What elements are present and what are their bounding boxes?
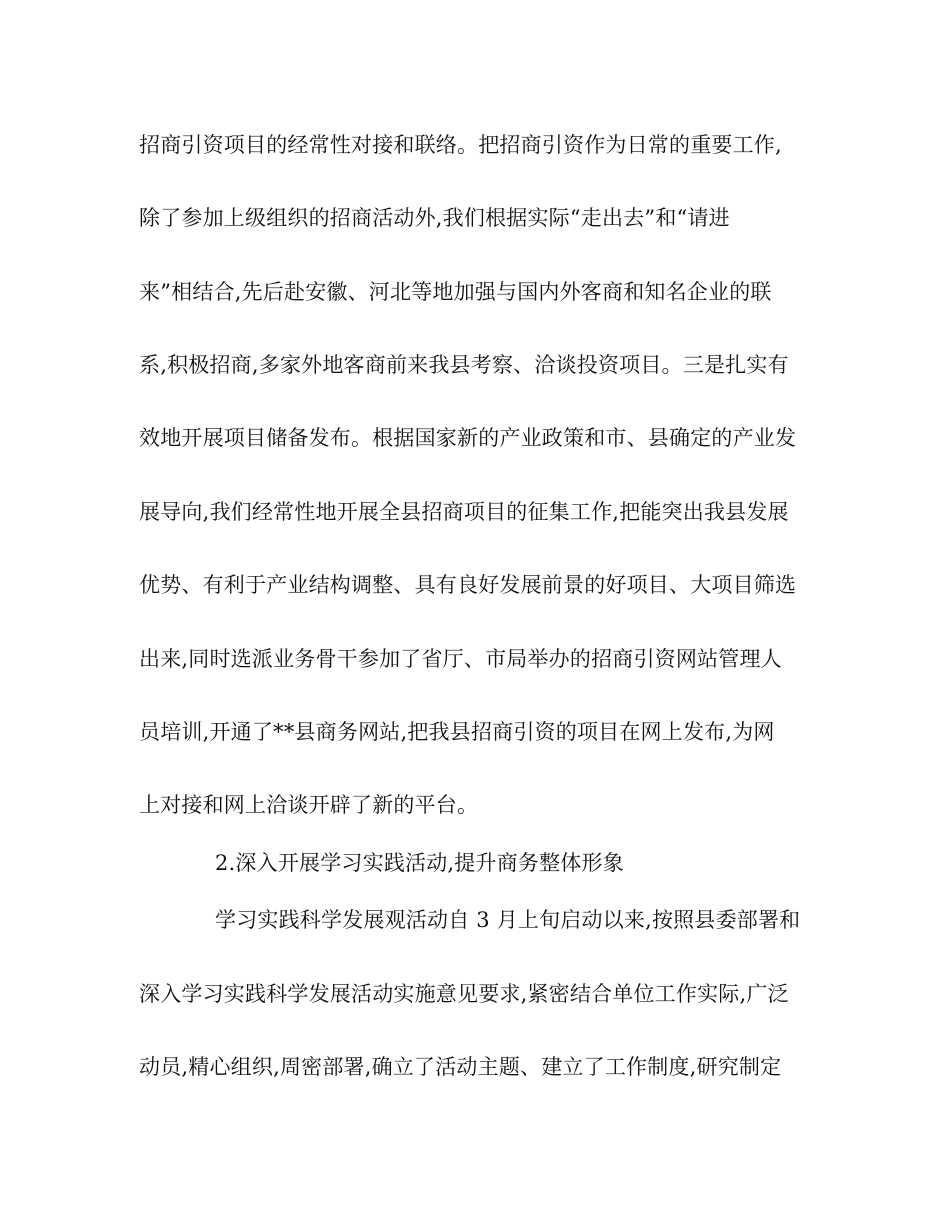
section-heading: 2.深入开展学习实践活动,提升商务整体形象: [215, 851, 624, 875]
paragraph-line: 上对接和网上洽谈开辟了新的平台。: [139, 793, 479, 817]
paragraph-line: 员培训,开通了**县商务网站,把我县招商引资的项目在网上发布,为网: [139, 720, 775, 744]
paragraph-line: 来”相结合,先后赴安徽、河北等地加强与国内外客商和知名企业的联: [139, 280, 772, 304]
paragraph-line: 优势、有利于产业结构调整、具有良好发展前景的好项目、大项目筛选: [139, 573, 797, 597]
paragraph-line: 招商引资项目的经常性对接和联络。把招商引资作为日常的重要工作,: [139, 133, 782, 157]
paragraph-line: 学习实践科学发展观活动自 3 月上旬启动以来,按照县委部署和: [215, 908, 801, 932]
paragraph-line: 展导向,我们经常性地开展全县招商项目的征集工作,把能突出我县发展: [139, 500, 789, 524]
paragraph-line: 效地开展项目储备发布。根据国家新的产业政策和市、县确定的产业发: [139, 426, 797, 450]
paragraph-line: 除了参加上级组织的招商活动外,我们根据实际“走出去”和“请进: [139, 206, 730, 230]
paragraph-line: 深入学习实践科学发展活动实施意见要求,紧密结合单位工作实际,广泛: [139, 982, 789, 1006]
paragraph-line: 系,积极招商,多家外地客商前来我县考察、洽谈投资项目。三是扎实有: [139, 353, 789, 377]
paragraph-line: 动员,精心组织,周密部署,确立了活动主题、建立了工作制度,研究制定: [139, 1055, 782, 1079]
paragraph-line: 出来,同时选派业务骨干参加了省厅、市局举办的招商引资网站管理人: [139, 647, 782, 671]
